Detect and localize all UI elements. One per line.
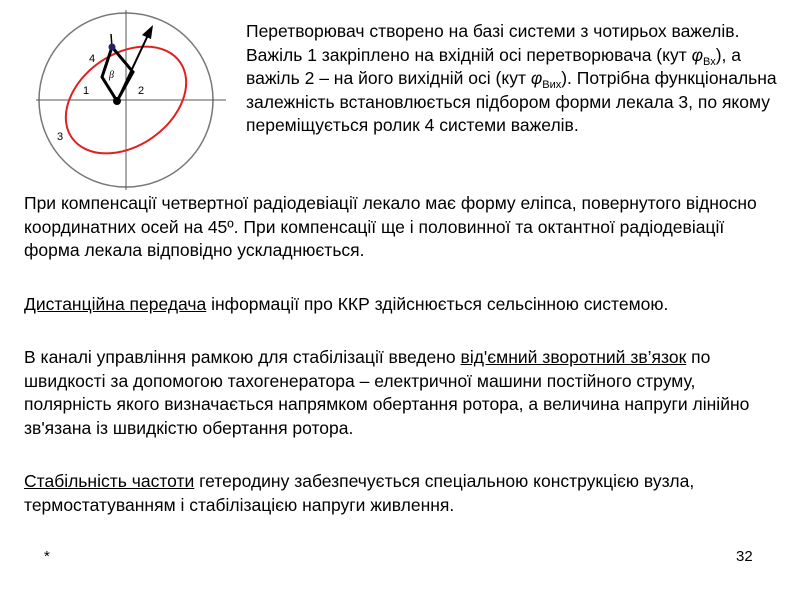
feedback-text-2: по швидкості за допомогою тахогенератора – електричної машини постійного струму, полярність якого визначається напрямком обертання ротора, а величина напруги лінійно зв'язана із швидкістю обертання ротора. — [24, 347, 750, 438]
subscript-input: Вх — [703, 55, 716, 68]
label-4: 4 — [89, 53, 96, 65]
phi-symbol-output: φ — [530, 68, 543, 88]
pivot-point — [113, 97, 121, 105]
remote-transmission-text: інформації про ККР здійснюється сельсінною системою. — [206, 294, 669, 314]
output-arrow-line — [117, 33, 149, 101]
intro-text-1: Перетворювач створено на базі системи з чотирьох важелів. Важіль 1 закріплено на вхідній осі перетворювача (кут — [246, 21, 740, 65]
term-frequency-stability: Стабільність частоти — [24, 471, 195, 491]
feedback-text-1: В каналі управління рамкою для стабілізації введено — [24, 347, 461, 367]
paragraph-deviation: При компенсації четвертної радіодевіації лекало має форму еліпса, повернутого відносно координатних осей на 45º. При компенсації ще і половинної та октантної радіодевіації форма лекала відповідно ускладнюється. — [24, 193, 757, 260]
intro-text-3: ). Потрібна функціональна залежність встановлюється підбором форми лекала 3, по якому переміщується ролик 4 системи важелів. — [246, 68, 777, 135]
footer-star: * — [44, 548, 50, 565]
label-beta: β — [109, 70, 114, 81]
frequency-stability-text: гетеродину забезпечується спеціальною конструкцією вузла, термостатуванням і стабілізацією напруги живлення. — [24, 471, 695, 515]
label-2: 2 — [138, 85, 145, 97]
intro-paragraph — [246, 20, 786, 138]
phi-symbol-input: φ — [691, 44, 704, 65]
term-remote-transmission: Дистанційна передача — [24, 294, 207, 314]
paragraph-remote-transmission — [24, 293, 784, 317]
term-negative-feedback: від'ємний зворотний зв’язок — [460, 347, 687, 367]
lever-linkage — [102, 47, 133, 101]
paragraph-feedback — [24, 346, 784, 440]
converter-diagram — [36, 10, 226, 200]
label-1: 1 — [83, 85, 90, 97]
subscript-output: Вих — [542, 79, 562, 91]
label-3: 3 — [57, 131, 64, 143]
paragraph-frequency-stability — [24, 470, 784, 517]
output-arrow-head — [142, 25, 153, 39]
page-number: 32 — [736, 548, 753, 565]
roller-4 — [109, 44, 116, 51]
intro-text-2: ), а важіль 2 – на його вихідній осі (кут — [246, 44, 742, 88]
